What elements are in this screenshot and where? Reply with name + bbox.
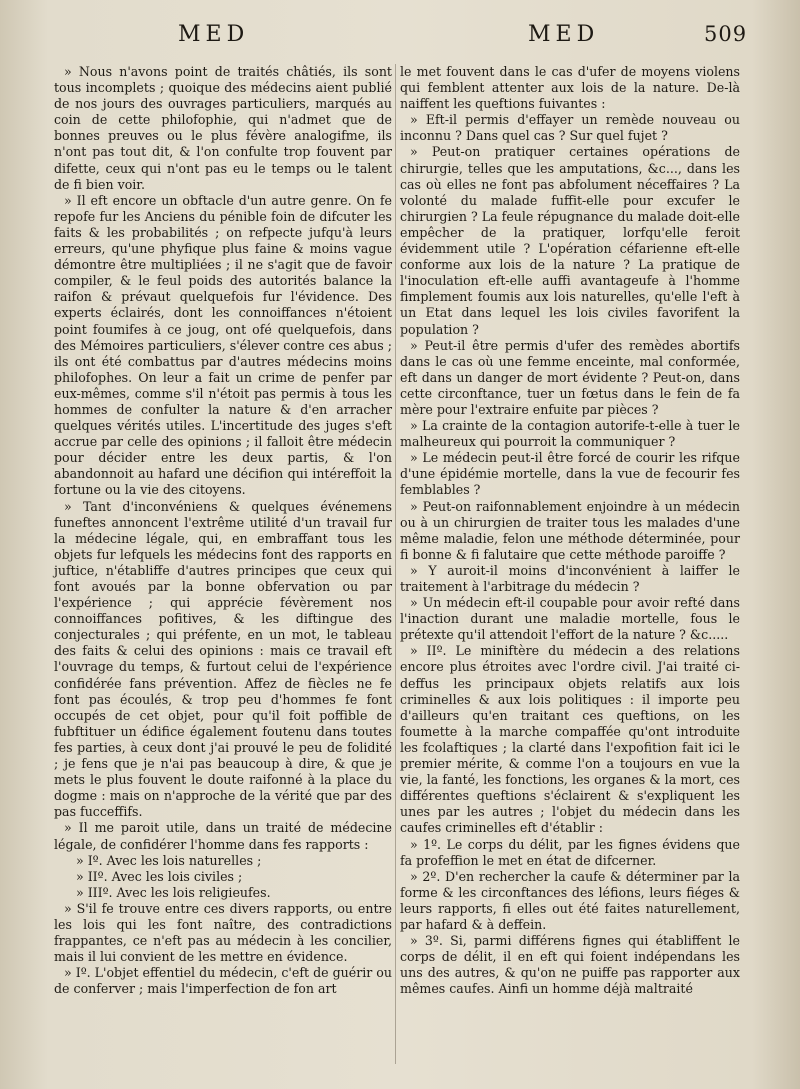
left-column <box>54 64 392 997</box>
column-divider <box>395 64 396 1064</box>
paragraph: » La crainte de la contagion autorife-t-elle à tuer le malheureux qui pourroit la communiquer ? <box>400 418 740 450</box>
list-item: » IIIº. Avec les lois religieufes. <box>76 884 271 900</box>
paragraph: » Le médecin peut-il être forcé de courir les rifque d'une épidémie mortelle, dans la vue de fecourir fes femblables ? <box>400 450 740 498</box>
paragraph: » Un médecin eft-il coupable pour avoir refté dans l'inaction durant une maladie mortelle, fous le prétexte qu'il attendoit l'effort de la nature ? &c..... <box>400 595 740 643</box>
paragraph: » 1º. Le corps du délit, par les fignes évidens que fa profeffion le met en état de difcerner. <box>400 836 740 868</box>
right-column <box>400 64 740 997</box>
paragraph: » Il me paroit utile, dans un traité de médecine légale, de confidérer l'homme dans fes rapports : <box>54 820 392 852</box>
paragraph: » Y auroit-il moins d'inconvénient à laiffer le traitement à l'arbitrage du médecin ? <box>400 562 740 594</box>
paragraph: » Il eft encore un obftacle d'un autre genre. On fe repofe fur les Anciens du pénible foin de difcuter les faits & les probabilités ; on refpecte jufqu'à leurs erreurs, qu'une phyfique plus faine & moins vague démontre être multipliées ; il ne s'agit que de favoir compiler, & le feul poids des autorités balance la raifon & prévaut quelquefois fur l'évidence. Des experts éclairés, dont les connoiffances n'étoient point foumifes à ce joug, ont ofé quelquefois, dans des Mémoires particuliers, s'élever contre ces abus ; ils ont été combattus par d'autres médecins moins philofophes. On leur a fait un crime de penfer par eux-mêmes, comme s'il n'étoit pas permis à tous les hommes de confulter la nature & d'en arracher quelques vérités utiles. L'incertitude des juges s'eft accrue par celle des opinions ; il falloit être médecin pour décider entre les deux partis, & l'on abandonnoit au hafard une décifion qui intéreffoit la fortune ou la vie des citoyens. <box>54 192 392 498</box>
paragraph: » Iº. L'objet effentiel du médecin, c'eft de guérir ou de conferver ; mais l'imperfection de fon art <box>54 965 392 997</box>
paragraph: » Eft-il permis d'effayer un remède nouveau ou inconnu ? Dans quel cas ? Sur quel fujet ? <box>400 112 740 144</box>
paragraph: » IIº. Le miniftère du médecin a des relations encore plus étroites avec l'ordre civil. J'ai traité ci-deffus les principaux objets relatifs aux lois criminelles & aux lois politiques : il importe peu d'ailleurs qu'en traitant ces queftions, on les foumette à la marche compaffée qu'ont introduite les fcolaftiques ; la clarté dans l'expofition fait ici le premier mérite, & comme l'on a toujours en vue la vie, la fanté, les fonctions, les organes & la mort, ces différentes queftions s'éclairent & s'expliquent les unes par les autres ; l'objet du médecin dans les caufes criminelles eft d'établir : <box>400 643 740 836</box>
paragraph: le met fouvent dans le cas d'ufer de moyens violens qui femblent attenter aux lois de la nature. De-là naiffent les queftions fuivantes : <box>400 64 740 112</box>
paragraph: » Peut-on pratiquer certaines opérations de chirurgie, telles que les amputations, &c..., dans les cas où elles ne font pas abfolument néceffaires ? La volonté du malade fuffit-elle pour excufer le chirurgien ? La feule répugnance du malade doit-elle empêcher de la pratiquer, lorfqu'elle feroit évidemment utile ? L'opération céfarienne eft-elle conforme aux lois de la nature ? La pratique de l'inoculation eft-elle auffi avantageufe à l'homme fimplement foumis aux lois naturelles, qu'elle l'eft à un Etat dans lequel les lois civiles favorifent la population ? <box>400 144 740 337</box>
paragraph: » 2º. D'en rechercher la caufe & déterminer par la forme & les circonftances des léfions, leurs fiéges & leurs rapports, fi elles out été faites naturellement, par hafard & à deffein. <box>400 868 740 932</box>
running-head-left: MED <box>178 22 250 47</box>
running-head-right: MED <box>528 22 600 47</box>
running-head <box>0 22 800 52</box>
paragraph: » Tant d'inconvéniens & quelques événemens funeftes annoncent l'extrême utilité d'un travail fur la médecine légale, qui, en embraffant tous les objets fur lefquels les médecins font des rapports en juftice, n'établiffe d'autres principes que ceux qui font avoués par la bonne obfervation ou par l'expérience ; qui apprécie févèrement nos connoiffances pofitives, & les diftingue des conjecturales ; qui préfente, en un mot, le tableau des faits & celui des opinions : mais ce travail eft l'ouvrage du temps, & furtout celui de l'expérience confidérée fans prévention. Affez de fiècles ne fe font pas écoulés, & trop peu d'hommes fe font occupés de cet objet, pour qu'il foit poffible de fubftituer un édifice également foutenu dans toutes fes parties, à ceux dont j'ai prouvé le peu de folidité ; je fens que je n'ai pas beaucoup à dire, & que je mets le plus fouvent le doute raifonné à la place du dogme : mais on n'approche de la vérité que par des pas fucceffifs. <box>54 498 392 820</box>
paragraph: » S'il fe trouve entre ces divers rapports, ou entre les lois qui les font naître, des contradictions frappantes, ce n'eft pas au médecin à les concilier, mais il lui convient de les mettre en évidence. <box>54 900 392 965</box>
page-number: 509 <box>704 22 748 46</box>
paragraph: » 3º. Si, parmi différens fignes qui établiffent le corps de délit, il en eft qui foient indépendans les uns des autres, & qu'on ne puiffe pas rapporter aux mêmes caufes. Ainfi un homme déjà maltraité <box>400 933 740 997</box>
paragraph: » Nous n'avons point de traités châtiés, ils sont tous incomplets ; quoique des médecins aient publié de nos jours des ouvrages particuliers, marqués au coin de cette philofophie, qui n'admet que de bonnes preuves ou le plus févère analogifme, ils n'ont pas tout dit, & l'on confulte trop fouvent par difette, ceux qui n'ont pas eu le temps ou le talent de fi bien voir. <box>54 64 392 192</box>
list-item: » IIº. Avec les lois civiles ; <box>76 868 243 884</box>
paragraph: » Peut-il être permis d'ufer des remèdes abortifs dans le cas où une femme enceinte, mal conformée, eft dans un danger de mort évidente ? Peut-on, dans cette circonftance, tuer un fœtus dans le fein de fa mère pour l'extraire enfuite par pièces ? <box>400 337 740 417</box>
paragraph: » Peut-on raifonnablement enjoindre à un médecin ou à un chirurgien de traiter tous les malades d'une même maladie, felon une méthode déterminée, pour fi bonne & fi falutaire que cette méthode paroiffe ? <box>400 498 740 562</box>
list-item: » Iº. Avec les lois naturelles ; <box>76 852 262 868</box>
